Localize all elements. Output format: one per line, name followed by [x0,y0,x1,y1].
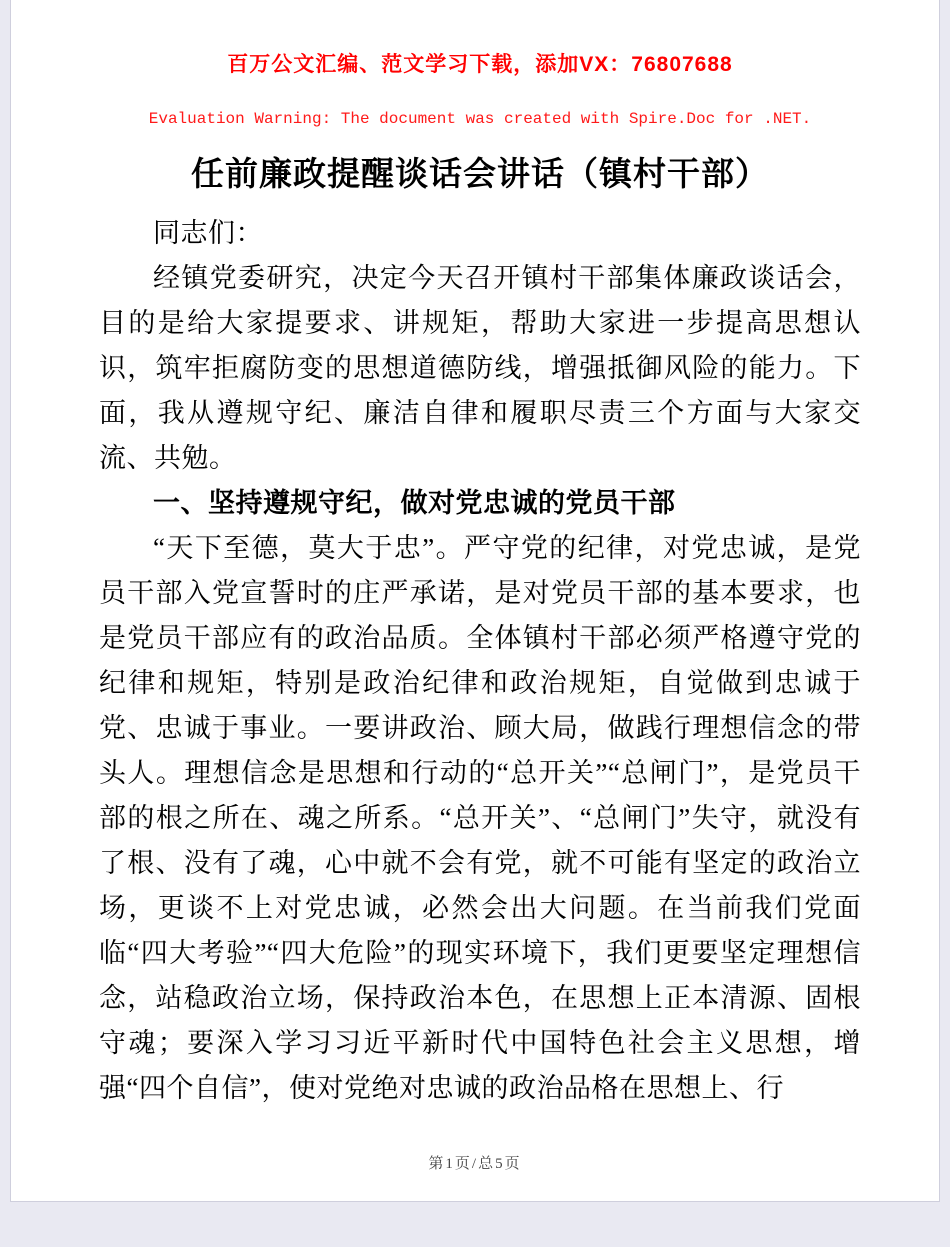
paragraph-salutation: 同志们： [153,218,263,248]
paragraph-intro: 经镇党委研究，决定今天召开镇村干部集体廉政谈话会，目的是给大家提要求、讲规矩，帮助大家进一步提高思想认识，筑牢拒腐防变的思想道德防线，增强抵御风险的能力。下面，我从遵规守纪、廉洁自律和履职尽责三个方面与大家交流、共勉。 [99,263,861,473]
promo-banner: 百万公文汇编、范文学习下载，添加VX：76807688 [227,53,733,76]
section-heading: 一、坚持遵规守纪，做对党忠诚的党员干部 [153,488,676,518]
document-title: 任前廉政提醒谈话会讲话（镇村干部） [191,157,769,193]
document-page [10,0,940,1202]
evaluation-warning: Evaluation Warning: The document was created with Spire.Doc for .NET. [148,110,812,128]
page-number: 第1页/总5页 [428,1156,522,1172]
paragraph-body: “天下至德，莫大于忠”。严守党的纪律，对党忠诚，是党员干部入党宣誓时的庄严承诺，是对党员干部的基本要求，也是党员干部应有的政治品质。全体镇村干部必须严格遵守党的纪律和规矩，特别是政治纪律和政治规矩，自觉做到忠诚于党、忠诚于事业。一要讲政治、顾大局，做践行理想信念的带头人。理想信念是思想和行动的“总开关”“总闸门”，是党员干部的根之所在、魂之所系。“总开关”、“总闸门”失守，就没有了根、没有了魂，心中就不会有党，就不可能有坚定的政治立场，更谈不上对党忠诚，必然会出大问题。在当前我们党面临“四大考验”“四大危险”的现实环境下，我们更要坚定理想信念，站稳政治立场，保持政治本色，在思想上正本清源、固根守魂；要深入学习习近平新时代中国特色社会主义思想，增强“四个自信”，使对党绝对忠诚的政治品格在思想上、行 [99,533,861,1103]
document-body [99,211,861,1111]
